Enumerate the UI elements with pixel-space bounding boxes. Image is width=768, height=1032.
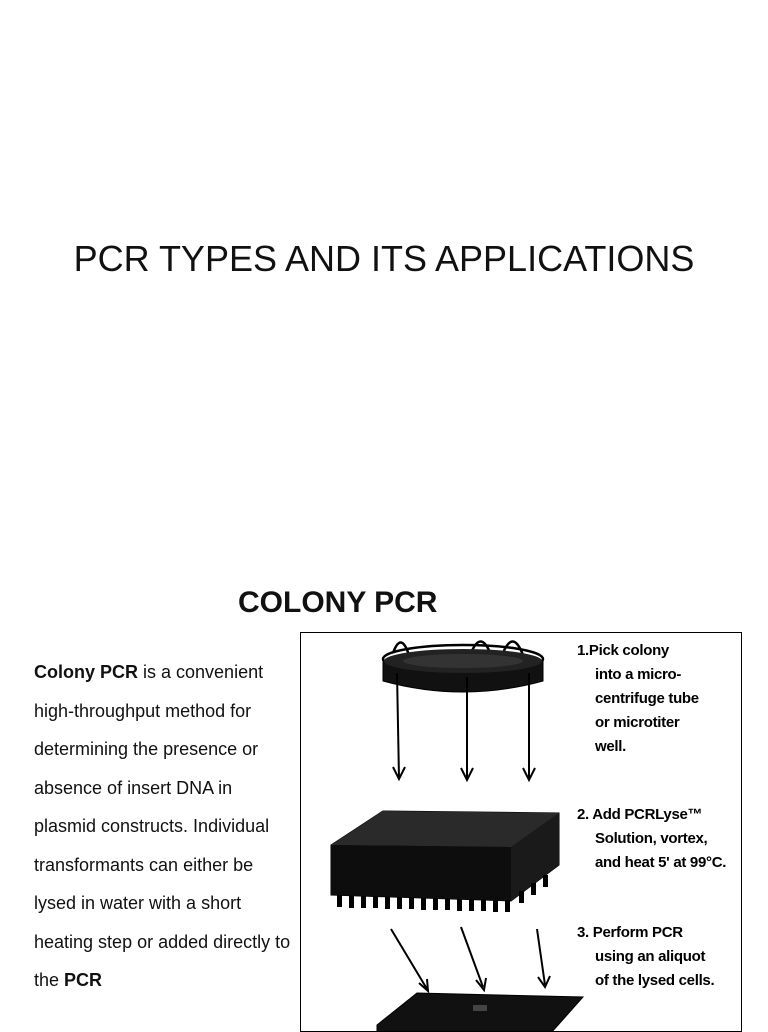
step-2-title: 2. Add PCRLyse™ bbox=[577, 806, 703, 823]
slide-title: PCR TYPES AND ITS APPLICATIONS bbox=[73, 238, 695, 279]
step-3-text: using an aliquot of the lysed cells. bbox=[595, 948, 715, 989]
step-1-title: 1.Pick colony bbox=[577, 642, 669, 659]
step-3-title: 3. Perform PCR bbox=[577, 924, 683, 941]
step-1 bbox=[577, 639, 699, 759]
step-1-text: into a micro- centrifuge tube or microtiter well. bbox=[595, 666, 699, 755]
body-text: is a convenient high-throughput method for determining the presence or absence of insert DNA in plasmid constructs. Individual transformants can either be lysed in water with a short heating step or added directly to the bbox=[34, 662, 291, 990]
section-heading: COLONY PCR bbox=[238, 586, 438, 619]
step-2-text: Solution, vortex, and heat 5' at 99°C. bbox=[595, 830, 727, 871]
petri-dish bbox=[383, 641, 543, 692]
pcr-machine bbox=[377, 993, 583, 1032]
step-2 bbox=[577, 803, 726, 875]
body-lead-bold: Colony PCR bbox=[34, 662, 139, 682]
arrows-diagonal bbox=[391, 927, 550, 991]
colony-pcr-figure bbox=[300, 632, 742, 1032]
microtiter-plate bbox=[331, 811, 559, 912]
step-3 bbox=[577, 921, 714, 993]
body-bold-term: PCR bbox=[64, 970, 103, 990]
body-paragraph bbox=[34, 653, 294, 1000]
